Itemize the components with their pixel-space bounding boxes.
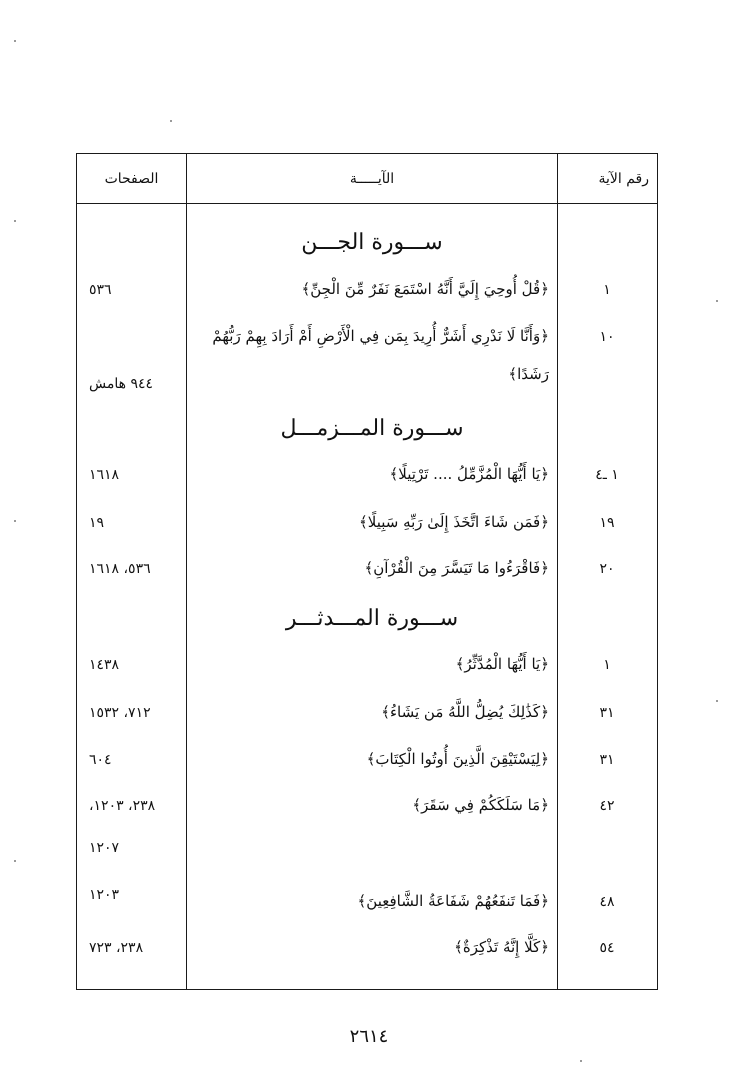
column-divider (186, 154, 187, 990)
scan-speck (580, 1060, 582, 1062)
page-refs: ٢٣٨، ١٢٠٣، (89, 798, 156, 814)
ayah-text: ﴿مَا سَلَكَكُمْ فِي سَقَرَ﴾ (412, 796, 549, 814)
page-refs: ١٢٠٣ (89, 887, 120, 903)
ayah-text: ﴿كَذَٰلِكَ يُضِلُّ اللَّهُ مَن يَشَاءُ﴾ (381, 703, 549, 721)
ayah-text: ﴿فَمَن شَاءَ اتَّخَذَ إِلَىٰ رَبِّهِ سَبِيلًا﴾ (358, 513, 549, 531)
ayah-number: ٤٨ (599, 894, 615, 910)
ayah-number: ١ (603, 657, 611, 673)
header-divider (77, 203, 657, 204)
scan-speck (14, 40, 16, 42)
ayah-number: ١٠ (599, 329, 615, 345)
scan-speck (14, 860, 16, 862)
ayah-text: ﴿كَلَّا إِنَّهُ تَذْكِرَةٌ﴾ (454, 938, 549, 956)
scan-speck (716, 300, 718, 302)
ayah-text: ﴿فَاقْرَءُوا مَا تَيَسَّرَ مِنَ الْقُرْآنِ﴾ (364, 559, 549, 577)
ayah-number: ٢٠ (599, 561, 615, 577)
page-refs: ٥٣٦، ١٦١٨ (89, 561, 151, 577)
header-pages: الصفحات (104, 171, 159, 187)
ayah-number: ٤٢ (599, 798, 615, 814)
ayah-text: ﴿وَأَنَّا لَا نَدْرِي أَشَرٌّ أُرِيدَ بِمَن فِي الْأَرْضِ أَمْ أَرَادَ بِهِمْ رَبُّهُمْ (212, 327, 549, 345)
ayah-text: ﴿يَا أَيُّهَا الْمُزَّمِّلُ .... تَرْتِيلًا﴾ (389, 465, 549, 483)
ayah-number: ١٩ (599, 515, 615, 531)
index-table (76, 153, 658, 990)
ayah-number: ٣١ (599, 752, 615, 768)
page-refs: ٧١٢، ١٥٣٢ (89, 705, 151, 721)
ayah-text: ﴿فَمَا تَنفَعُهُمْ شَفَاعَةُ الشَّافِعِينَ﴾ (357, 892, 549, 910)
ayah-number: ٥٤ (599, 940, 615, 956)
scan-speck (14, 220, 16, 222)
page-refs: ١٩ (89, 515, 105, 531)
header-ayah: الآيـــــة (349, 171, 395, 187)
page-refs: ٢٣٨، ٧٢٣ (89, 940, 144, 956)
ayah-text: ﴿قُلْ أُوحِيَ إِلَيَّ أَنَّهُ اسْتَمَعَ نَفَرٌ مِّنَ الْجِنِّ﴾ (301, 280, 549, 298)
surah-title: ســـورة المـــدثـــر (285, 606, 459, 631)
scan-speck (716, 700, 718, 702)
ayah-text: ﴿لِيَسْتَيْقِنَ الَّذِينَ أُوتُوا الْكِتَابَ﴾ (366, 750, 549, 768)
page-refs: ١٦١٨ (89, 467, 120, 483)
header-ayah-number: رقم الآية (598, 171, 649, 187)
scan-speck (14, 520, 16, 522)
surah-title: ســـورة المـــزمـــل (280, 416, 464, 441)
page-refs-continued: ١٢٠٧ (89, 840, 120, 856)
page-refs: ١٤٣٨ (89, 657, 120, 673)
page-refs: ٦٠٤ (89, 752, 112, 768)
ayah-number: ٣١ (599, 705, 615, 721)
ayah-number: ١ ـ٤ (595, 467, 619, 483)
page-refs: ٥٣٦ (89, 282, 112, 298)
ayah-text-continued: رَشَدًا﴾ (508, 365, 549, 383)
page-number: ٢٦١٤ (349, 1026, 389, 1047)
surah-title: ســـورة الجـــن (301, 230, 443, 255)
ayah-text: ﴿يَا أَيُّهَا الْمُدَّثِّرُ﴾ (455, 655, 549, 673)
page-refs: ٩٤٤ هامش (89, 376, 154, 392)
ayah-number: ١ (603, 282, 611, 298)
scan-speck (170, 120, 172, 122)
